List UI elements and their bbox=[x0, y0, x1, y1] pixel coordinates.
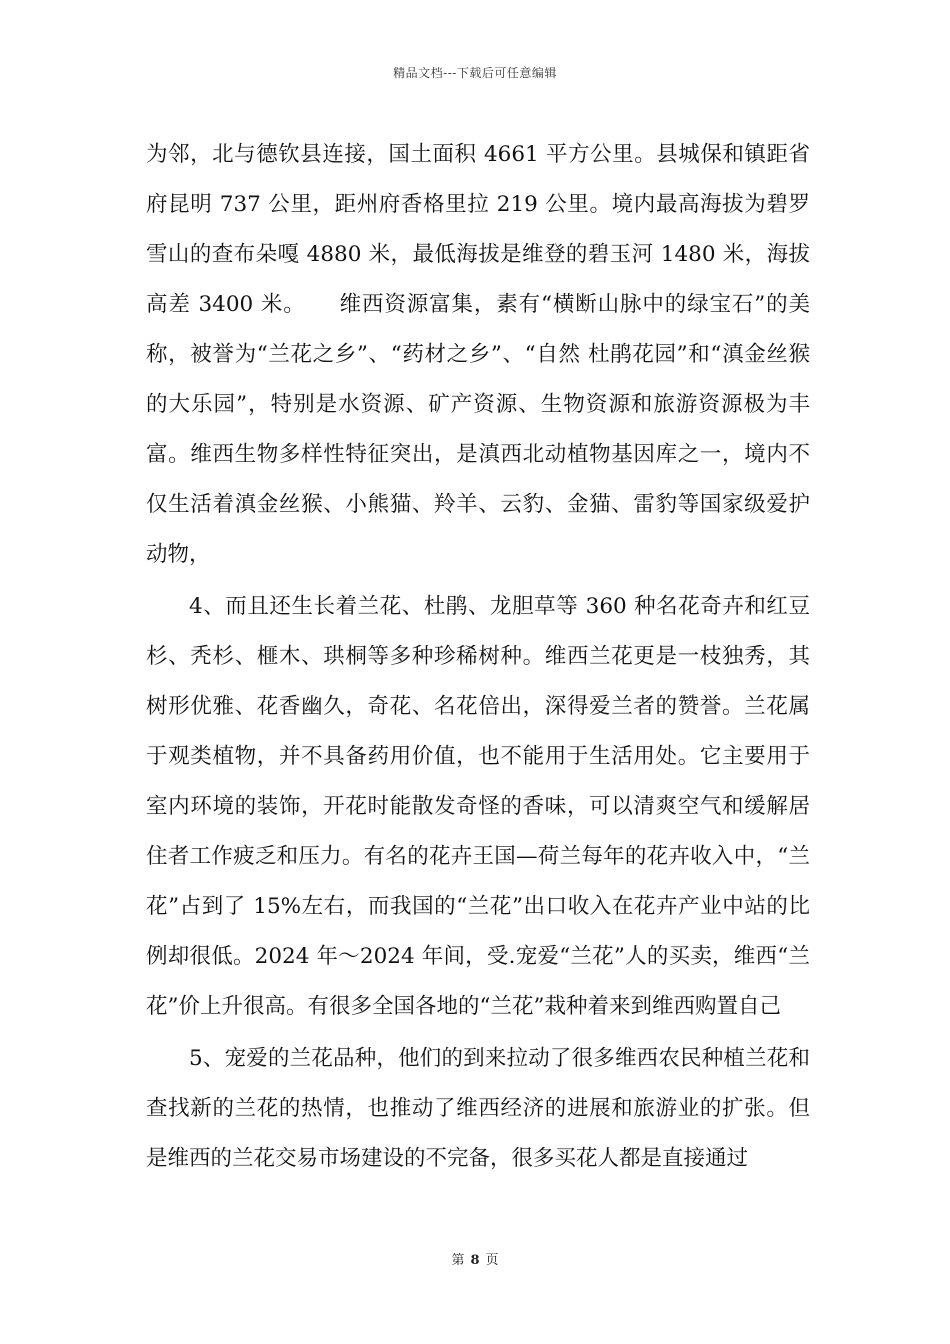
page-label-prefix: 第 bbox=[451, 1253, 465, 1268]
page-number: 8 bbox=[470, 1253, 480, 1268]
document-body bbox=[146, 130, 810, 1184]
page-label-suffix: 页 bbox=[485, 1253, 499, 1268]
page-header: 精品文档---下载后可任意编辑 bbox=[393, 66, 557, 80]
paragraph-5: 5、宠爱的兰花品种，他们的到来拉动了很多维西农民种植兰花和查找新的兰花的热情，也推动了维西经济的进展和旅游业的扩张。但是维西的兰花交易市场建设的不完备，很多买花人都是直接通过 bbox=[146, 1046, 810, 1171]
page-footer bbox=[0, 1249, 950, 1268]
paragraph-continued: 为邻，北与德钦县连接，国土面积 4661 平方公里。县城保和镇距省府昆明 737 公里，距州府香格里拉 219 公里。境内最高海拔为碧罗雪山的查布朵嘎 4880 米，最低海拔是维登的碧玉河 1480 米，海拔高差 3400 米。 维西资源富集，素有“横断山脉中的绿宝石”的美称，被誉为“兰花之乡”、“药材之乡”、“自然 杜鹃花园”和“滇金丝猴的大乐园”，特别是水资源、矿产资源、生物资源和旅游资源极为丰富。维西生物多样性特征突出，是滇西北动植物基因库之一，境内不仅生活着滇金丝猴、小熊猫、羚羊、云豹、金猫、雷豹等国家级爱护动物， bbox=[146, 142, 810, 567]
paragraph-4: 4、而且还生长着兰花、杜鹃、龙胆草等 360 种名花奇卉和红豆杉、秃杉、榧木、珙桐等多种珍稀树种。维西兰花更是一枝独秀，其树形优雅、花香幽久，奇花、名花倍出，深得爱兰者的赞誉。兰花属于观类植物，并不具备药用价值，也不能用于生活用处。它主要用于室内环境的装饰，开花时能散发奇怪的香味，可以清爽空气和缓解居住者工作疲乏和压力。有名的花卉王国—荷兰每年的花卉收入中，“兰花”占到了 15%左右，而我国的“兰花”出口收入在花卉产业中站的比例却很低。2024 年～2024 年间，受.宠爱“兰花”人的买卖，维西“兰花”价上升很高。有很多全国各地的“兰花”栽种着来到维西购置自己 bbox=[146, 594, 810, 1019]
